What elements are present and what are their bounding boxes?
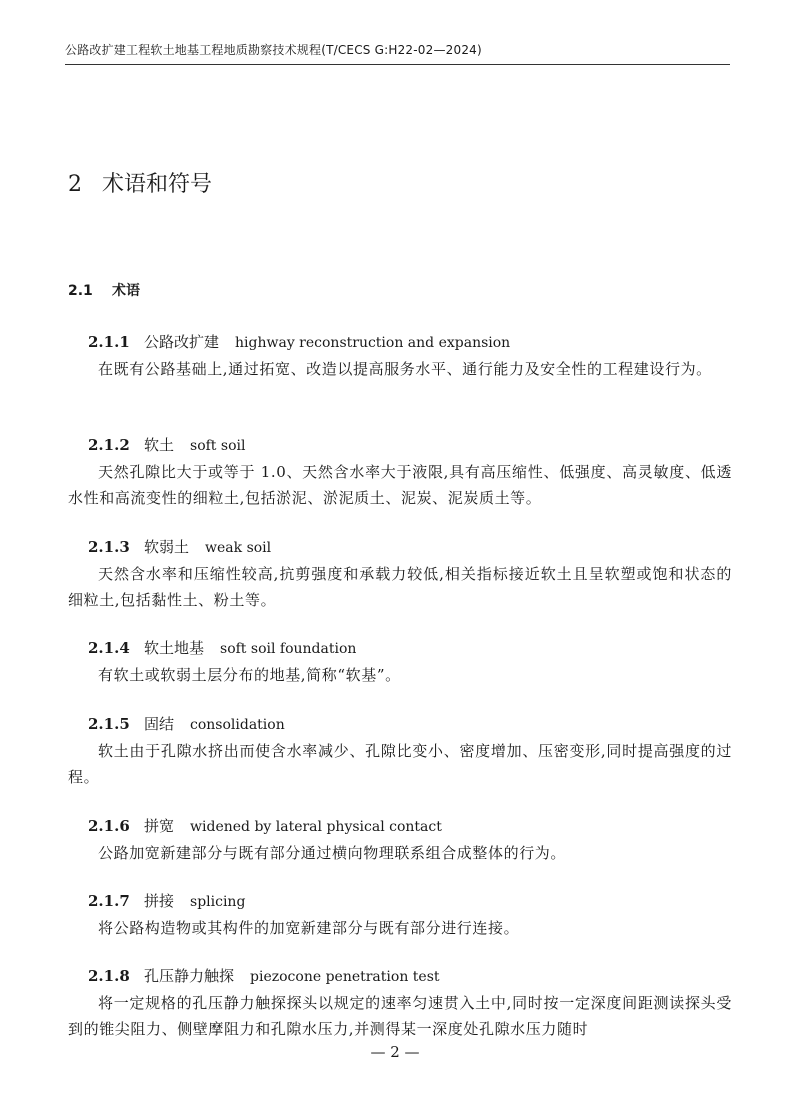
term-definition: 在既有公路基础上,通过拓宽、改造以提高服务水平、通行能力及安全性的工程建设行为。 <box>98 360 712 378</box>
chapter-title <box>68 170 212 200</box>
section-heading <box>68 281 140 301</box>
section-number: 2.1 <box>68 283 93 299</box>
term-english: highway reconstruction and expansion <box>235 335 511 351</box>
term-entry <box>68 713 732 790</box>
term-entry <box>68 890 732 941</box>
term-heading <box>68 331 732 354</box>
term-definition: 有软土或软弱土层分布的地基,简称“软基”。 <box>98 666 401 684</box>
term-definition: 软土由于孔隙水挤出而使含水率减少、孔隙比变小、密度增加、压密变形,同时提高强度的过程。 <box>68 742 732 786</box>
term-definition: 天然含水率和压缩性较高,抗剪强度和承载力较低,相关指标接近软土且呈软塑或饱和状态的细粒土,包括黏性土、粉土等。 <box>68 565 732 609</box>
running-header: 公路改扩建工程软土地基工程地质勘察技术规程(T/CECS G:H22-02—2024) <box>65 43 482 57</box>
term-english: soft soil foundation <box>220 641 357 657</box>
term-number: 2.1.1 <box>88 333 130 351</box>
term-entry <box>68 434 732 511</box>
page-number: — 2 — <box>370 1043 420 1061</box>
term-english: soft soil <box>190 438 246 454</box>
chapter-name: 术语和符号 <box>102 172 213 197</box>
term-heading <box>68 815 732 838</box>
term-heading <box>68 637 732 660</box>
term-english: weak soil <box>205 540 272 556</box>
term-chinese: 软土 <box>144 436 175 454</box>
term-heading <box>68 890 732 913</box>
term-chinese: 软弱土 <box>144 538 190 556</box>
term-definition: 天然孔隙比大于或等于 1.0、天然含水率大于液限,具有高压缩性、低强度、高灵敏度、低透水性和高流变性的细粒土,包括淤泥、淤泥质土、泥炭、泥炭质土等。 <box>68 463 732 507</box>
term-entry <box>68 637 732 688</box>
term-definition: 公路加宽新建部分与既有部分通过横向物理联系组合成整体的行为。 <box>98 844 567 862</box>
term-chinese: 孔压静力触探 <box>144 967 235 985</box>
term-heading <box>68 536 732 559</box>
term-chinese: 拼宽 <box>144 817 175 835</box>
term-number: 2.1.7 <box>88 892 130 910</box>
term-heading <box>68 713 732 736</box>
term-chinese: 软土地基 <box>144 639 205 657</box>
section-name: 术语 <box>112 283 140 299</box>
term-heading <box>68 434 732 457</box>
term-chinese: 拼接 <box>144 892 175 910</box>
header-rule <box>65 64 730 65</box>
term-number: 2.1.4 <box>88 639 130 657</box>
term-english: consolidation <box>190 717 285 733</box>
term-entry <box>68 965 732 1042</box>
term-definition: 将公路构造物或其构件的加宽新建部分与既有部分进行连接。 <box>98 919 520 937</box>
term-english: widened by lateral physical contact <box>190 819 442 835</box>
term-number: 2.1.6 <box>88 817 130 835</box>
term-entry <box>68 536 732 613</box>
term-english: piezocone penetration test <box>250 969 440 985</box>
term-entry <box>68 815 732 866</box>
term-heading <box>68 965 732 988</box>
term-number: 2.1.2 <box>88 436 130 454</box>
chapter-number: 2 <box>68 172 82 197</box>
term-number: 2.1.5 <box>88 715 130 733</box>
term-number: 2.1.3 <box>88 538 130 556</box>
term-chinese: 公路改扩建 <box>144 333 220 351</box>
term-definition: 将一定规格的孔压静力触探探头以规定的速率匀速贯入土中,同时按一定深度间距测读探头受到的锥尖阻力、侧壁摩阻力和孔隙水压力,并测得某一深度处孔隙水压力随时 <box>68 994 732 1038</box>
term-entry <box>68 331 732 382</box>
term-english: splicing <box>190 894 246 910</box>
term-number: 2.1.8 <box>88 967 130 985</box>
term-chinese: 固结 <box>144 715 175 733</box>
